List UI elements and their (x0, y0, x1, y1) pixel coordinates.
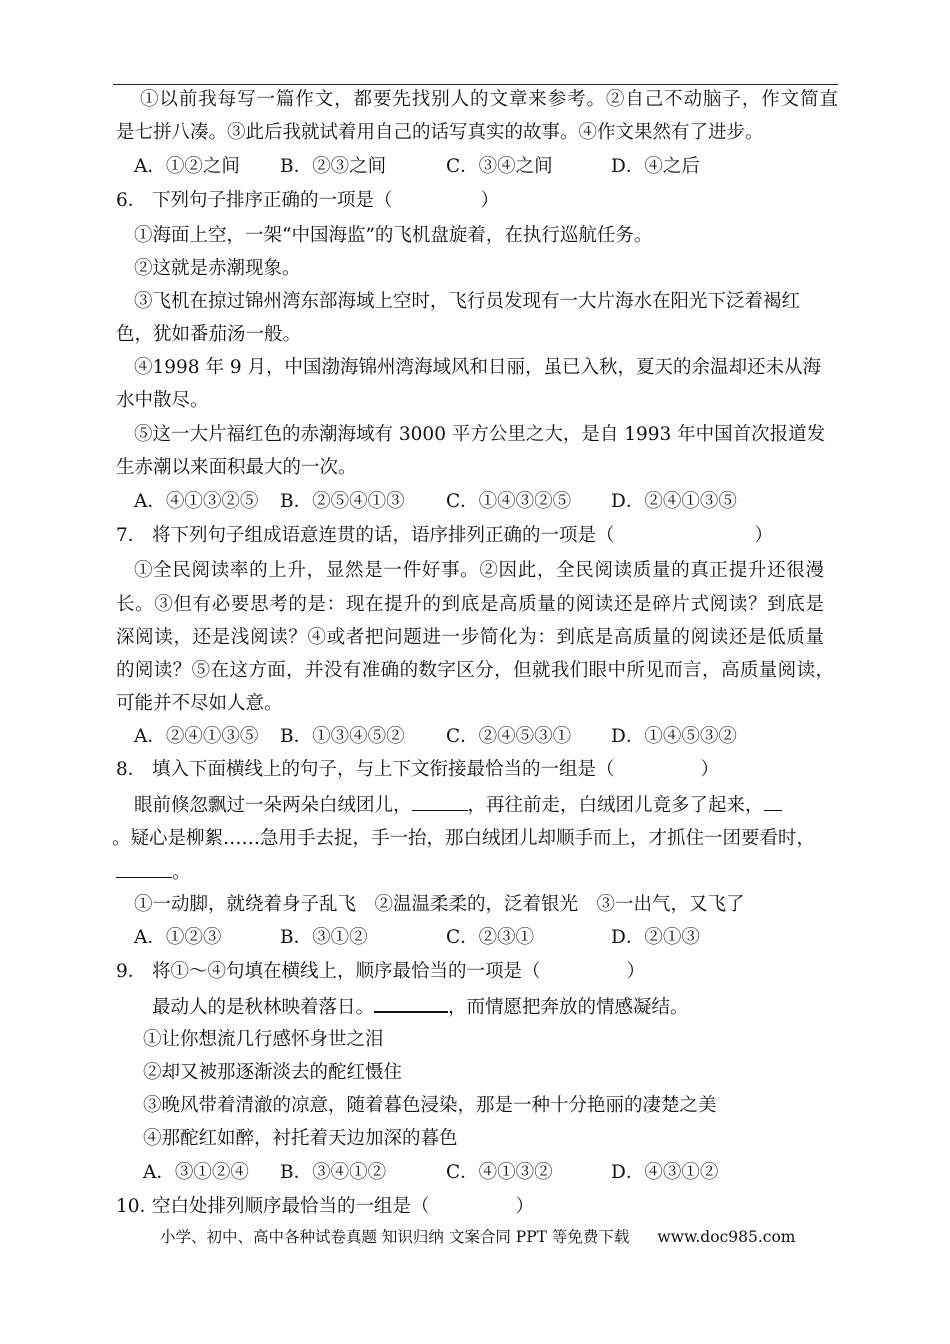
q9-passage (152, 994, 689, 1020)
q9-passage-part-1: 最动人的是秋林映着落日。 (152, 997, 375, 1018)
q8-option-c: C．②③① (446, 927, 535, 948)
q5-option-b: B．②③之间 (280, 156, 387, 177)
q5-option-a: A．①②之间 (134, 156, 240, 177)
q10-stem (116, 1195, 534, 1219)
q6-sentence-3-line-2: 色，犹如番茄汤一般。 (116, 324, 302, 345)
q6-number: 6． (116, 190, 147, 211)
q9-sentence-4: ④那酡红如醉，衬托着天边加深的暮色 (143, 1128, 458, 1149)
q7-number: 7． (116, 525, 147, 546)
q9-sentence-1: ①让你想流几行感怀身世之泪 (143, 1029, 384, 1050)
q9-blank (374, 994, 448, 1013)
q9-stem (116, 960, 645, 984)
q7-stem-close: ） (754, 525, 774, 546)
q6-stem-close: ） (480, 190, 500, 211)
q9-option-c: C．④①③② (446, 1162, 553, 1183)
q6-option-c: C．①④③②⑤ (446, 491, 572, 512)
q9-option-d: D．④③①② (611, 1162, 719, 1183)
q8-option-a: A．①②③ (134, 927, 222, 948)
q8-option-b: B．③①② (280, 927, 368, 948)
q7-passage-line-5: 可能并不尽如人意。 (116, 693, 283, 714)
q7-option-b: B．①③④⑤② (280, 726, 405, 747)
q6-sentence-5-line-2: 生赤潮以来面积最大的一次。 (116, 457, 357, 478)
q6-sentence-5-line-1: ⑤这一大片福红色的赤潮海域有 3000 平方公里之大，是自 1993 年中国首次报道发 (134, 424, 826, 445)
q6-sentence-2: ②这就是赤潮现象。 (134, 258, 301, 279)
q8-stem (116, 758, 719, 782)
q7-passage-line-1: ①全民阅读率的上升，显然是一件好事。②因此，全民阅读质量的真正提升还很漫 (134, 560, 824, 581)
q5-option-c: C．③④之间 (446, 156, 553, 177)
q6-stem (116, 189, 499, 213)
q7-passage-line-3: 深阅读，还是浅阅读？④或者把问题进一步简化为：到底是高质量的阅读还是低质量 (116, 627, 824, 648)
q9-number: 9． (116, 961, 147, 982)
q8-passage-line-1 (134, 793, 782, 818)
q9-passage-part-2: ，而情愿把奔放的情感凝结。 (448, 997, 689, 1018)
q8-number: 8． (116, 759, 147, 780)
q9-option-b: B．③④①② (280, 1162, 387, 1183)
q6-stem-text: 下列句子排序正确的一项是（ (152, 190, 393, 211)
q8-choices: ①一动脚，就绕着身子乱飞 ②温温柔柔的，泛着银光 ③一出气，又飞了 (134, 894, 745, 915)
q6-sentence-4-line-2: 水中散尽。 (116, 390, 209, 411)
q7-option-d: D．①④⑤③② (611, 726, 737, 747)
q8-passage-end: 。 (172, 862, 191, 883)
q8-option-d: D．②①③ (611, 927, 700, 948)
q9-stem-close: ） (626, 961, 646, 982)
footer-site-link[interactable]: www.doc985.com (657, 1228, 796, 1246)
q6-option-b: B．②⑤④①③ (280, 491, 405, 512)
q8-passage-line-2: 。疑心是柳絮……急用手去捉，手一抬，那白绒团儿却顺手而上，才抓住一团要看时， (112, 828, 816, 849)
q5-option-d: D．④之后 (611, 156, 700, 177)
q9-sentence-2: ②却又被那逐渐淡去的酡红慑住 (143, 1062, 403, 1083)
page-footer (160, 1226, 795, 1248)
q9-stem-text: 将①～④句填在横线上，顺序最恰当的一项是（ (152, 961, 541, 982)
q9-option-a: A．③①②④ (143, 1162, 249, 1183)
q10-stem-text: 空白处排列顺序最恰当的一组是（ (152, 1196, 430, 1217)
q7-stem-text: 将下列句子组成语意连贯的话，语序排列正确的一项是（ (152, 525, 615, 546)
q6-sentence-1: ①海面上空，一架“中国海监”的飞机盘旋着，在执行巡航任务。 (134, 225, 653, 246)
q8-blank-2 (764, 793, 782, 811)
q8-stem-close: ） (700, 759, 720, 780)
q9-sentence-3: ③晚风带着清澈的凉意，随着暮色浸染，那是一种十分艳丽的凄楚之美 (143, 1095, 717, 1116)
q6-sentence-4-line-1: ④1998 年 9 月，中国渤海锦州湾海域风和日丽，虽已入秋，夏天的余温却还未从海 (134, 357, 821, 378)
q8-passage-part-2: ，再往前走，白绒团儿竟多了起来， (467, 795, 764, 816)
q8-blank-3 (116, 860, 172, 878)
q8-blank-1 (412, 793, 468, 811)
footer-text: 小学、初中、高中各种试卷真题 知识归纳 文案合同 PPT 等免费下载 (160, 1228, 630, 1246)
q7-option-a: A．②④①③⑤ (134, 726, 259, 747)
q7-option-c: C．②④⑤③① (446, 726, 572, 747)
q7-stem (116, 524, 773, 548)
q6-option-a: A．④①③②⑤ (134, 491, 259, 512)
q8-stem-text: 填入下面横线上的句子，与上下文衔接最恰当的一组是（ (152, 759, 615, 780)
q10-stem-close: ） (515, 1196, 535, 1217)
q6-option-d: D．②④①③⑤ (611, 491, 737, 512)
q7-passage-line-2: 长。③但有必要思考的是：现在提升的到底是高质量的阅读还是碎片式阅读？到底是 (116, 594, 824, 615)
header-rule (113, 84, 838, 85)
q5-sentences-line-2: 是七拼八凑。③此后我就试着用自己的话写真实的故事。④作文果然有了进步。 (116, 122, 764, 143)
q10-number: 10． (116, 1196, 159, 1217)
q8-passage-part-1: 眼前倏忽飘过一朵两朵白绒团儿， (134, 795, 412, 816)
q6-sentence-3-line-1: ③飞机在掠过锦州湾东部海域上空时，飞行员发现有一大片海水在阳光下泛着褐红 (134, 291, 801, 312)
q5-sentences-line-1: ①以前我每写一篇作文，都要先找别人的文章来参考。②自己不动脑子，作文简直 (140, 89, 838, 110)
q7-passage-line-4: 的阅读？⑤在这方面，并没有准确的数字区分，但就我们眼中所见而言，高质量阅读， (116, 660, 834, 681)
q8-passage-line-3 (116, 860, 191, 885)
